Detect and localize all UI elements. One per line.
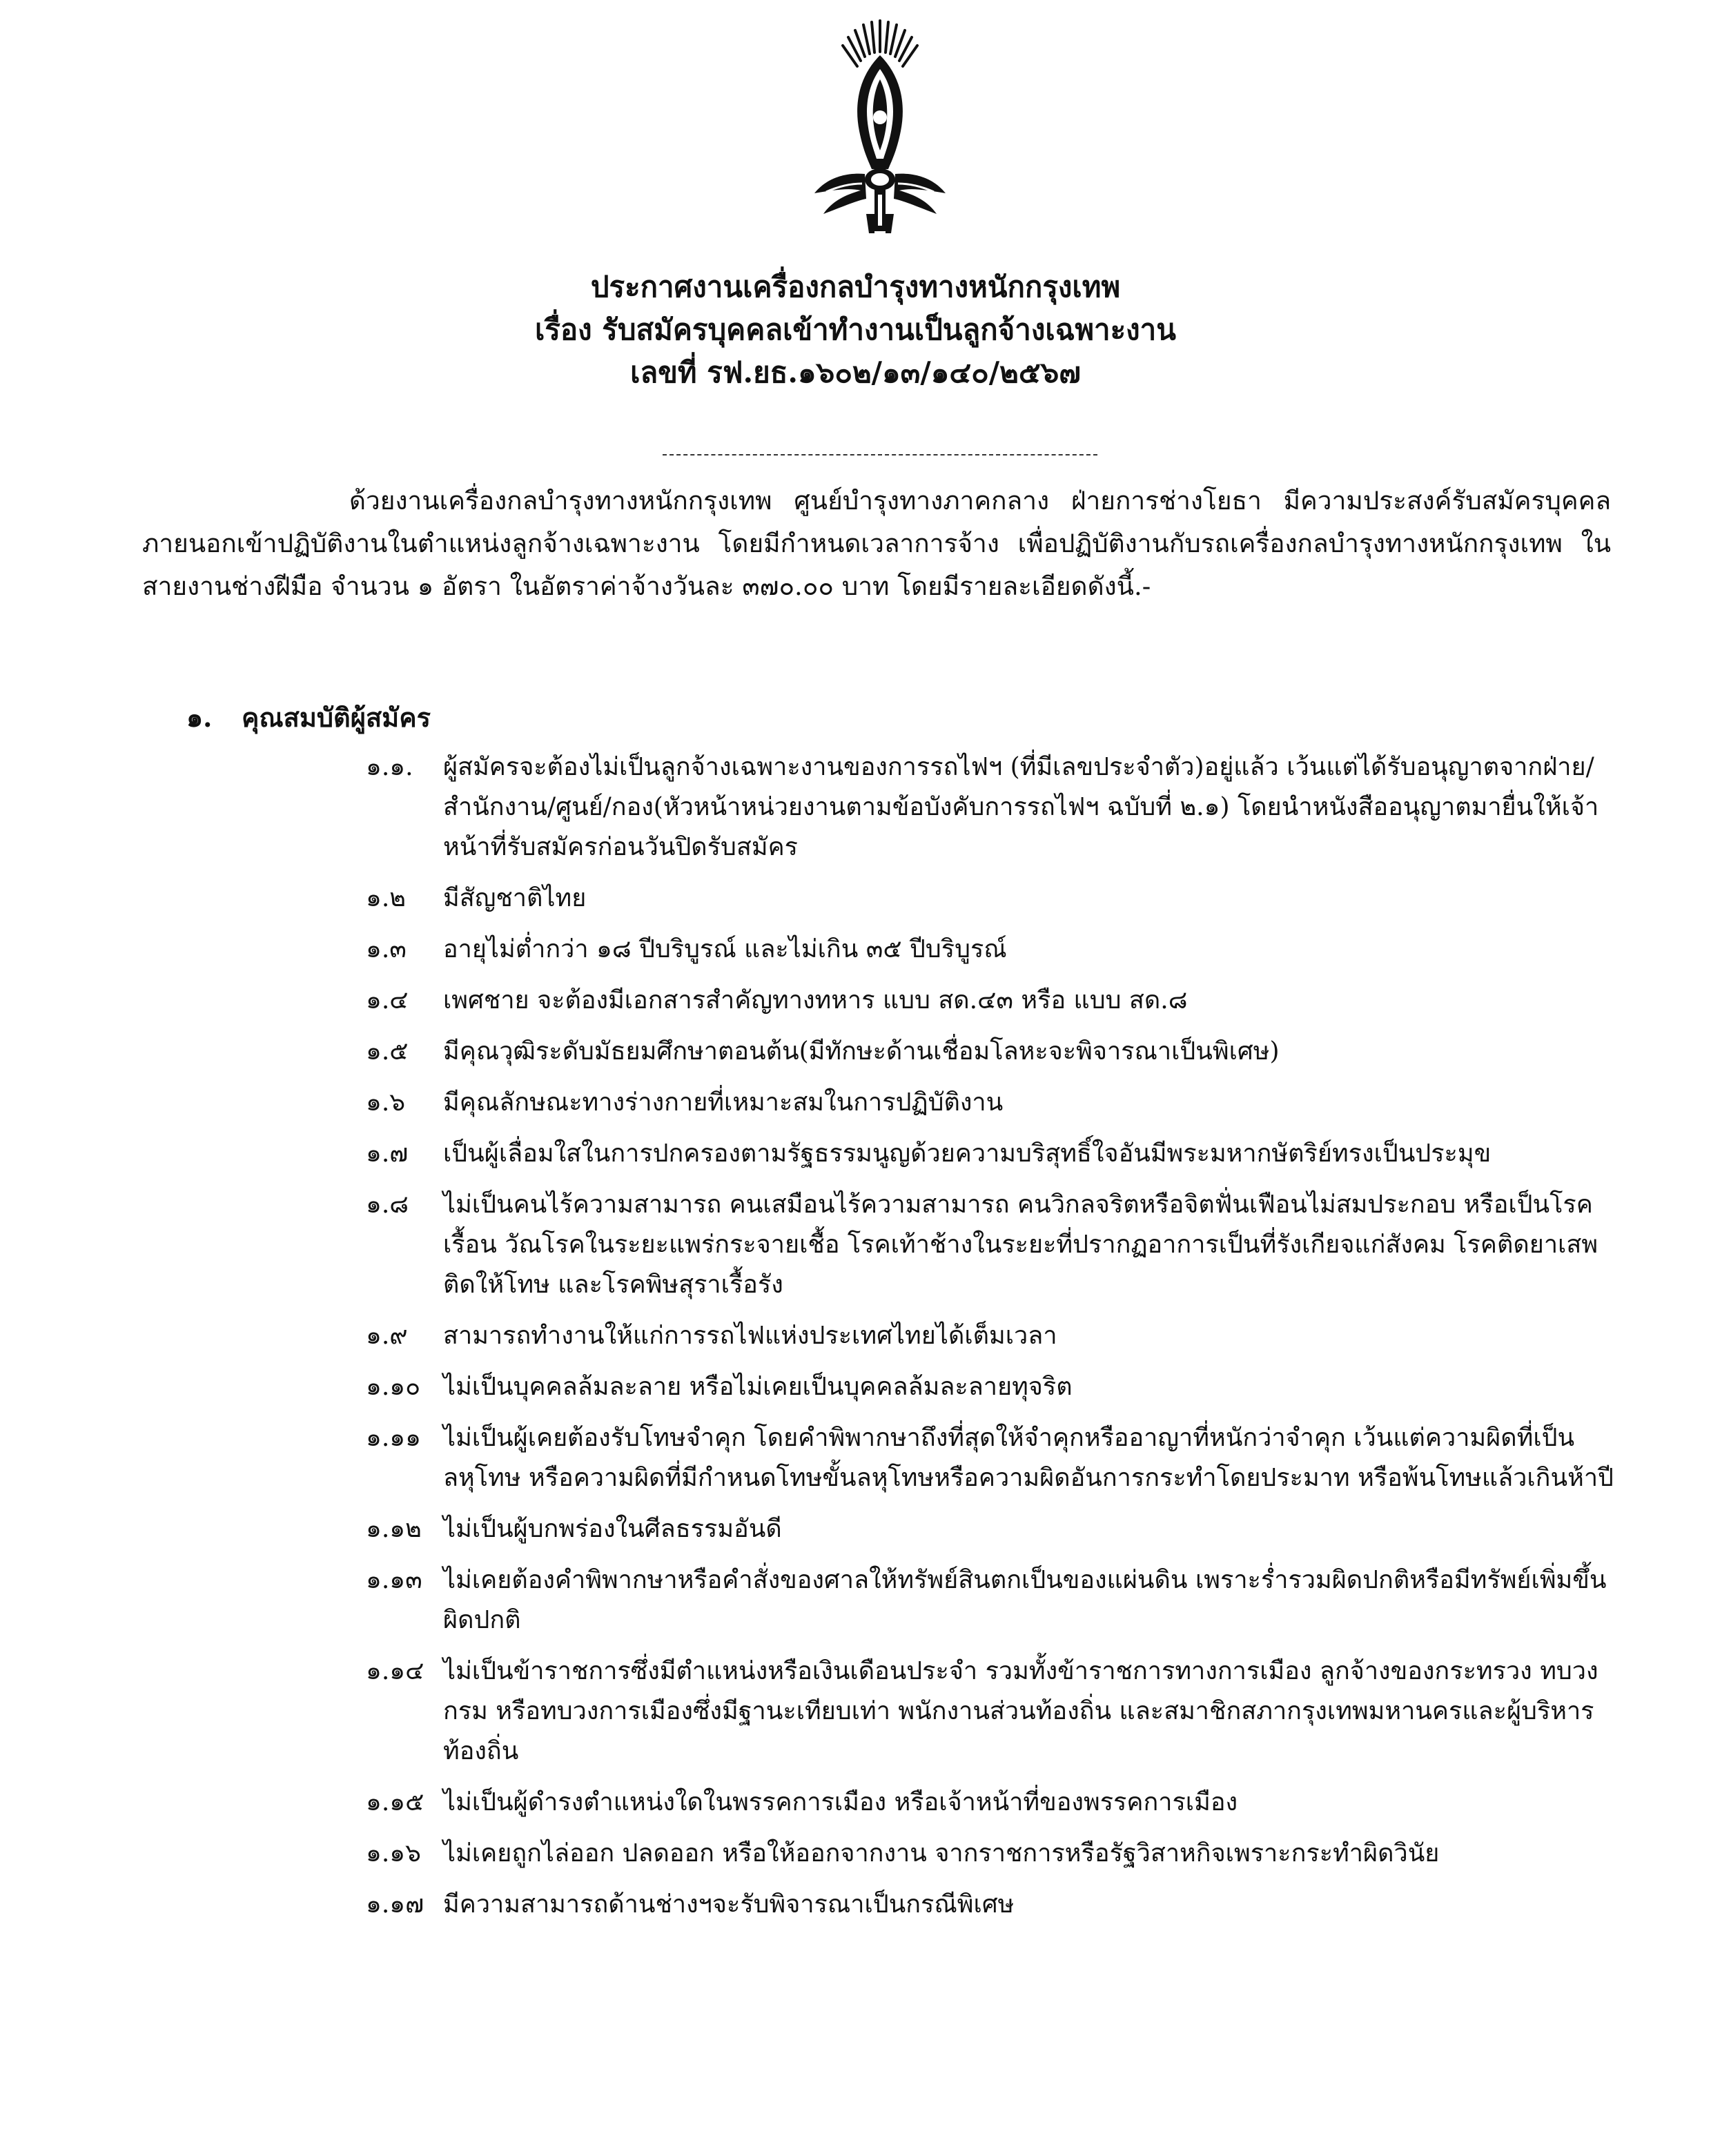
item-text: ไม่เคยถูกไล่ออก ปลดออก หรือให้ออกจากงาน จากราชการหรือรัฐวิสาหกิจเพราะกระทำผิดวินัย: [443, 1839, 1440, 1868]
title-line-1: ประกาศงานเครื่องกลบำรุงทางหนักกรุงเทพ: [590, 270, 1121, 304]
item-number: ๑.๑๗: [366, 1890, 424, 1919]
list-item: [366, 1367, 1622, 1407]
item-text: ไม่เป็นคนไร้ความสามารถ คนเสมือนไร้ความสามารถ คนวิกลจริตหรือจิตฟั่นเฟือนไม่สมประกอบ หรือเป็นโรคเรื้อน วัณโรคในระยะแพร่กระจายเชื้อ โรคเท้าช้างในระยะที่ปรากฏอาการเป็นที่รังเกียจแก่สังคม โรคติดยาเสพติดให้โทษ และโรคพิษสุราเรื้อรัง: [443, 1190, 1598, 1299]
list-item: [366, 1834, 1622, 1874]
item-number: ๑.๙: [366, 1322, 408, 1350]
item-number: ๑.๑๓: [366, 1566, 422, 1594]
item-text: อายุไม่ต่ำกว่า ๑๘ ปีบริบูรณ์ และไม่เกิน ๓๕ ปีบริบูรณ์: [443, 935, 1007, 963]
item-text: เพศชาย จะต้องมีเอกสารสำคัญทางทหาร แบบ สด.๔๓ หรือ แบบ สด.๘: [443, 986, 1188, 1015]
list-item: [366, 930, 1622, 970]
qualification-list: [366, 747, 1622, 1936]
item-text: ไม่เป็นผู้เคยต้องรับโทษจำคุก โดยคำพิพากษาถึงที่สุดให้จำคุกหรืออาญาที่หนักว่าจำคุก เว้นแต่ความผิดที่เป็นลหุโทษ หรือความผิดที่มีกำหนดโทษขั้นลหุโทษหรือความผิดอันการกระทำโดยประมาท หรือพ้นโทษแล้วเกินห้าปี: [443, 1424, 1614, 1492]
item-number: ๑.๑๕: [366, 1788, 424, 1816]
list-item: [366, 1083, 1622, 1123]
title-line-2: เรื่อง รับสมัครบุคคลเข้าทำงานเป็นลูกจ้างเฉพาะงาน: [535, 313, 1176, 346]
item-number: ๑.๑๖: [366, 1839, 421, 1868]
item-text: สามารถทำงานให้แก่การรถไฟแห่งประเทศไทยได้เต็มเวลา: [443, 1322, 1057, 1350]
item-text: ไม่เคยต้องคำพิพากษาหรือคำสั่งของศาลให้ทรัพย์สินตกเป็นของแผ่นดิน เพราะร่ำรวมผิดปกติหรือมีทรัพย์เพิ่มขึ้นผิดปกติ: [443, 1566, 1607, 1634]
list-item: [366, 1560, 1622, 1640]
item-text: มีคุณวุฒิระดับมัธยมศึกษาตอนต้น(มีทักษะด้านเชื่อมโลหะจะพิจารณาเป็นพิเศษ): [443, 1037, 1280, 1066]
list-item: [366, 879, 1622, 919]
item-number: ๑.๔: [366, 986, 409, 1015]
item-number: ๑.๗: [366, 1139, 409, 1168]
title-line-3: เลขที่ รฟ.ยธ.๑๖๐๒/๑๓/๑๔๐/๒๕๖๗: [630, 355, 1081, 389]
document-title: [0, 266, 1711, 394]
state-railway-emblem-icon: [811, 14, 949, 238]
item-text: มีคุณลักษณะทางร่างกายที่เหมาะสมในการปฏิบัติงาน: [443, 1088, 1004, 1117]
intro-text: ด้วยงานเครื่องกลบำรุงทางหนักกรุงเทพ ศูนย์บำรุงทางภาคกลาง ฝ่ายการช่างโยธา มีความประสงค์รับสมัครบุคคลภายนอกเข้าปฏิบัติงานในตำแหน่งลูกจ้างเฉพาะงาน โดยมีกำหนดเวลาการจ้าง เพื่อปฏิบัติงานกับรถเครื่องกลบำรุงทางหนักกรุงเทพ ในสายงานช่างฝีมือ จำนวน ๑ อัตรา ในอัตราค่าจ้างวันละ ๓๗๐.๐๐ บาท โดยมีรายละเอียดดังนี้.-: [142, 486, 1611, 601]
item-number: ๑.๖: [366, 1088, 406, 1117]
list-item: [366, 1783, 1622, 1823]
title-divider: [663, 454, 1097, 455]
item-number: ๑.๕: [366, 1037, 409, 1066]
section-number: ๑.: [186, 702, 213, 733]
list-item: [366, 1134, 1622, 1174]
list-item: [366, 981, 1622, 1021]
item-number: ๑.๑.: [366, 753, 413, 781]
item-number: ๑.๑๑: [366, 1424, 421, 1452]
list-item: [366, 1185, 1622, 1305]
list-item: [366, 1885, 1622, 1925]
item-text: ไม่เป็นผู้ดำรงตำแหน่งใดในพรรคการเมือง หรือเจ้าหน้าที่ของพรรคการเมือง: [443, 1788, 1238, 1816]
list-item: [366, 1652, 1622, 1772]
item-text: ไม่เป็นบุคคลล้มละลาย หรือไม่เคยเป็นบุคคลล้มละลายทุจริต: [443, 1373, 1073, 1401]
list-item: [366, 747, 1622, 868]
item-text: มีสัญชาติไทย: [443, 884, 587, 912]
item-number: ๑.๑๐: [366, 1373, 421, 1401]
intro-paragraph: [142, 480, 1611, 608]
item-text: ไม่เป็นผู้บกพร่องในศีลธรรมอันดี: [443, 1515, 782, 1543]
section-heading: [186, 700, 431, 735]
item-number: ๑.๘: [366, 1190, 409, 1219]
item-number: ๑.๓: [366, 935, 407, 963]
list-item: [366, 1316, 1622, 1356]
list-item: [366, 1418, 1622, 1498]
item-text: ไม่เป็นข้าราชการซึ่งมีตำแหน่งหรือเงินเดือนประจำ รวมทั้งข้าราชการทางการเมือง ลูกจ้างของกระทรวง ทบวง กรม หรือทบวงการเมืองซึ่งมีฐานะเทียบเท่า พนักงานส่วนท้องถิ่น และสมาชิกสภากรุงเทพมหานครและผู้บริหารท้องถิ่น: [443, 1657, 1598, 1765]
list-item: [366, 1032, 1622, 1072]
list-item: [366, 1509, 1622, 1549]
item-number: ๑.๑๒: [366, 1515, 422, 1543]
item-text: มีความสามารถด้านช่างฯจะรับพิจารณาเป็นกรณีพิเศษ: [443, 1890, 1015, 1919]
item-number: ๑.๑๔: [366, 1657, 424, 1685]
item-number: ๑.๒: [366, 884, 407, 912]
item-text: ผู้สมัครจะต้องไม่เป็นลูกจ้างเฉพาะงานของการรถไฟฯ (ที่มีเลขประจำตัว)อยู่แล้ว เว้นแต่ได้รับอนุญาตจากฝ่าย/สำนักงาน/ศูนย์/กอง(หัวหน้าหน่วยงานตามข้อบังคับการรถไฟฯ ฉบับที่ ๒.๑) โดยนำหนังสืออนุญาตมายื่นให้เจ้าหน้าที่รับสมัครก่อนวันปิดรับสมัคร: [443, 753, 1599, 861]
item-text: เป็นผู้เลื่อมใสในการปกครองตามรัฐธรรมนูญด้วยความบริสุทธิ์ใจอันมีพระมหากษัตริย์ทรงเป็นประมุข: [443, 1139, 1492, 1168]
section-title: คุณสมบัติผู้สมัคร: [242, 702, 431, 733]
